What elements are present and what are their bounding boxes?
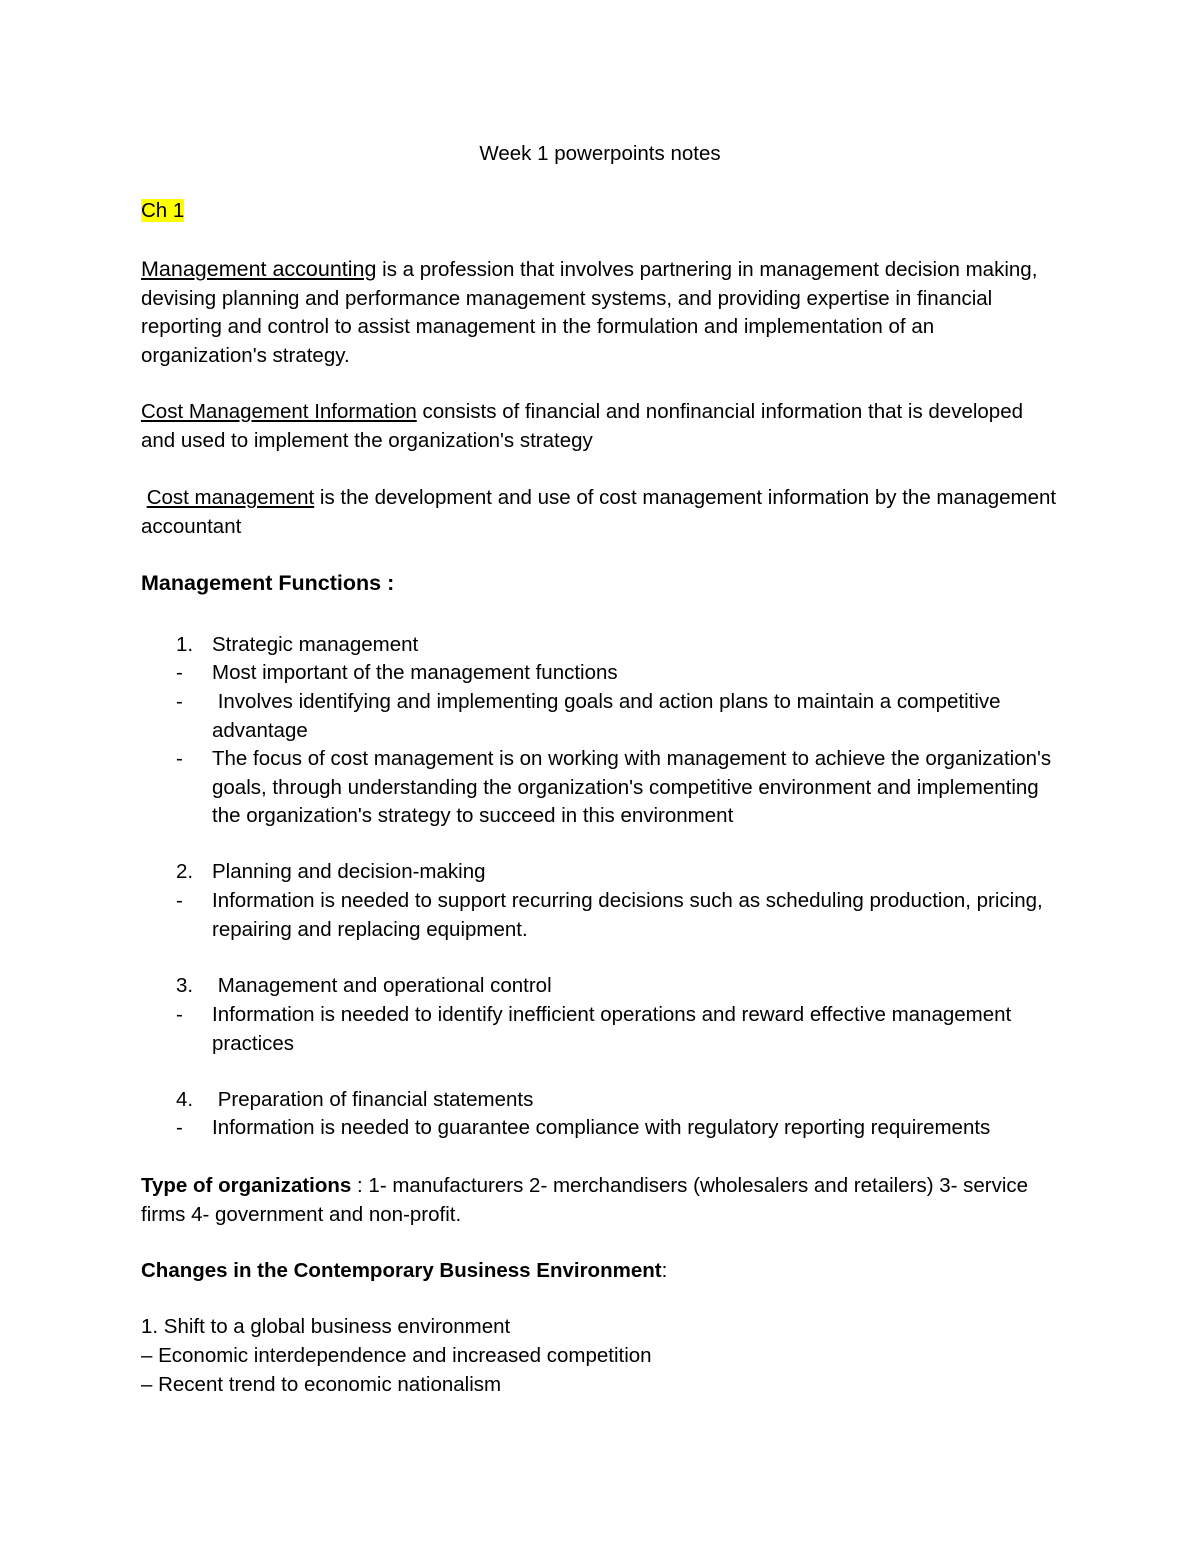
bullet-text: Involves identifying and implementing goals and action plans to maintain a competitive advantage — [212, 690, 1007, 742]
dash-bullet: - — [176, 1003, 183, 1026]
chapter-highlight: Ch 1 — [141, 199, 185, 222]
bullet-text: Information is needed to identify inefficient operations and reward effective management practices — [212, 1003, 1012, 1055]
changes-heading — [141, 1257, 1061, 1286]
document-title: Week 1 powerpoints notes — [479, 142, 721, 165]
dash-bullet: - — [176, 889, 183, 912]
definition-text: consists of financial and nonfinancial information that is developed and used to implement the organization's strategy — [141, 400, 1024, 452]
changes-item-1: 1. Shift to a global business environment — [141, 1315, 511, 1338]
organization-types — [141, 1172, 1061, 1229]
bullet-text: Information is needed to guarantee compliance with regulatory reporting requirements — [212, 1116, 991, 1139]
functions-heading: Management Functions : — [141, 571, 395, 595]
term-cost-management-information: Cost Management Information — [141, 400, 417, 423]
bullet-text: Most important of the management functions — [212, 661, 618, 684]
definition-cost-management-information — [141, 398, 1061, 455]
list-number: 2. — [176, 860, 194, 883]
dash-bullet: - — [176, 661, 183, 684]
org-types-label: Type of organizations — [141, 1174, 352, 1197]
function-title: Planning and decision-making — [212, 860, 486, 883]
bullet-text: The focus of cost management is on working with management to achieve the organization's goals, through understanding the organization's competitive environment and implementing the organization's strategy to succeed in this environment — [212, 747, 1052, 828]
bullet-text: Information is needed to support recurring decisions such as scheduling production, pricing, repairing and replacing equipment. — [212, 889, 1043, 941]
changes-subpoint: – Recent trend to economic nationalism — [141, 1373, 502, 1396]
list-number: 4. — [176, 1088, 194, 1111]
dash-bullet: - — [176, 747, 183, 770]
org-types-text: : 1- manufacturers 2- merchandisers (wholesalers and retailers) 3- service firms 4- government and non-profit. — [141, 1174, 1029, 1226]
function-title: Strategic management — [212, 633, 419, 656]
chapter-label — [141, 197, 1061, 226]
definition-text: is a profession that involves partnering in management decision making, devising planning and performance management systems, and providing expertise in financial reporting and control to assist management in the formulation and implementation of an organization's strategy. — [141, 258, 1038, 367]
definition-management-accounting — [141, 255, 1061, 370]
definition-cost-management — [141, 484, 1061, 541]
dash-bullet: - — [176, 1116, 183, 1139]
term-management-accounting: Management accounting — [141, 257, 377, 281]
function-title: Management and operational control — [212, 974, 552, 997]
changes-label: Changes in the Contemporary Business Environment — [141, 1259, 662, 1282]
changes-colon: : — [661, 1259, 668, 1282]
function-title: Preparation of financial statements — [212, 1088, 534, 1111]
list-number: 3. — [176, 974, 194, 997]
definition-text: is the development and use of cost management information by the management accountant — [141, 486, 1057, 538]
term-cost-management: Cost management — [146, 486, 315, 509]
list-number: 1. — [176, 633, 194, 656]
dash-bullet: - — [176, 690, 183, 713]
changes-subpoint: – Economic interdependence and increased competition — [141, 1344, 652, 1367]
